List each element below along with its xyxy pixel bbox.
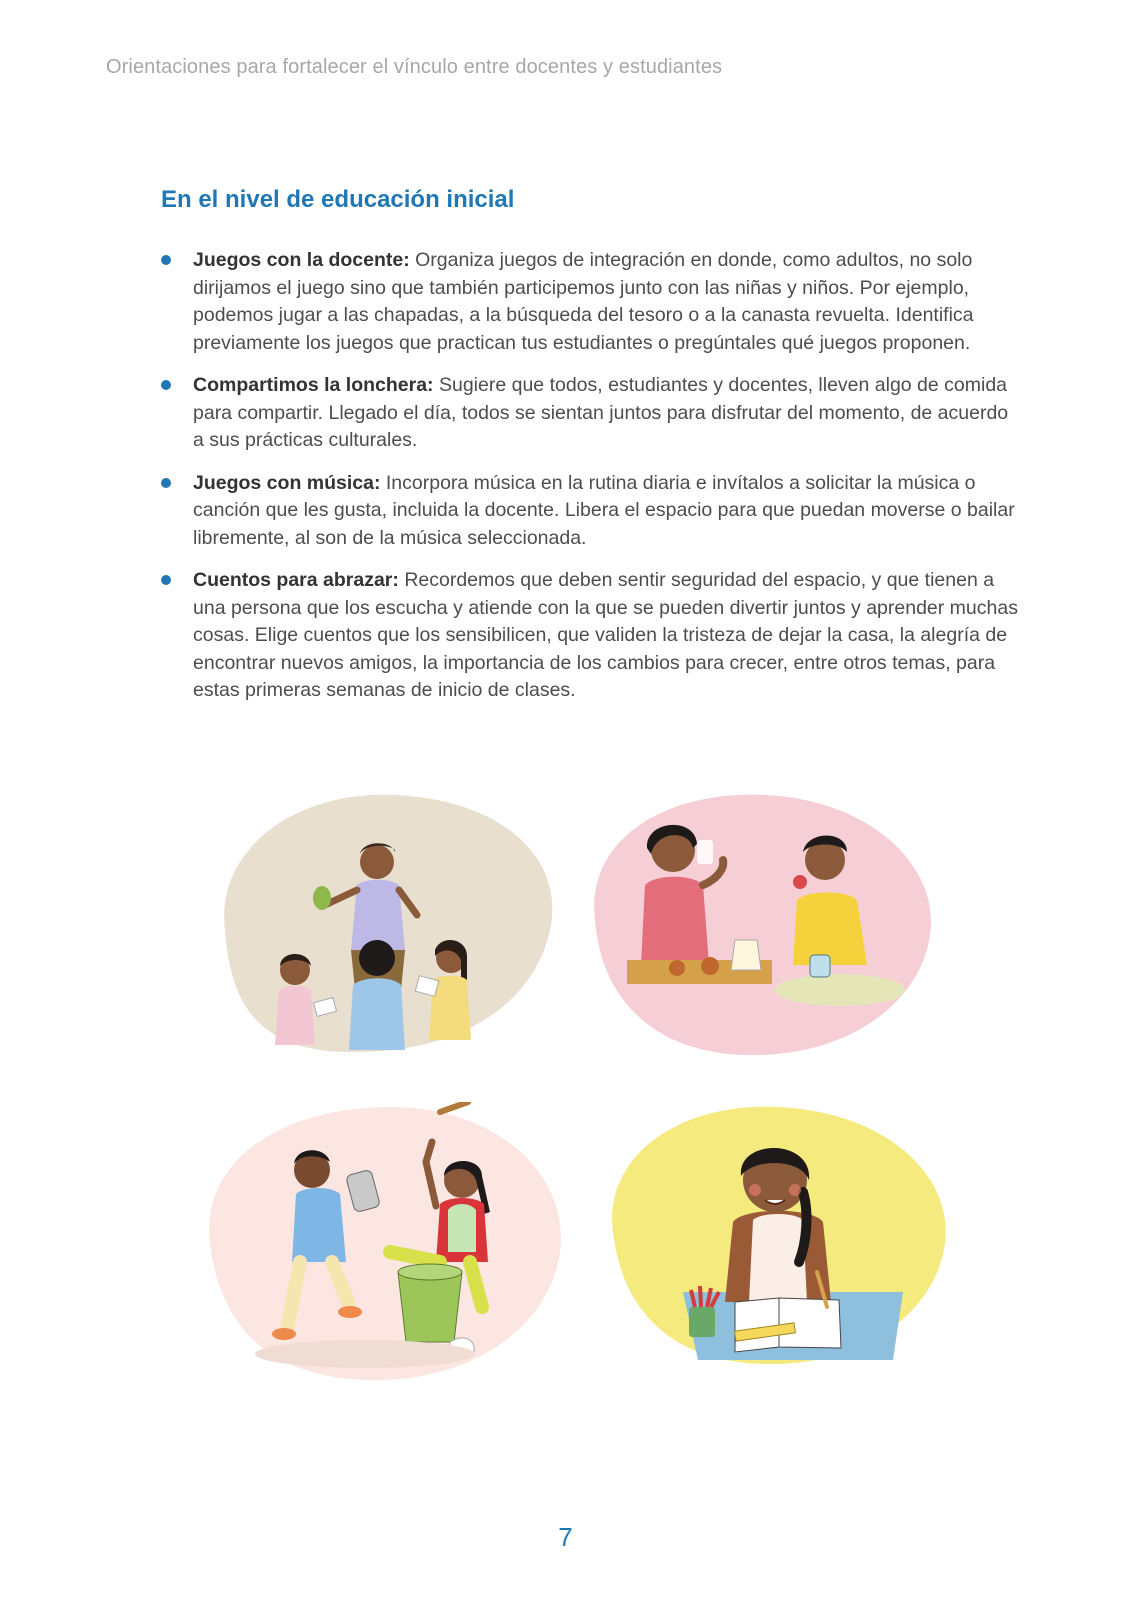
illustration-music-dance	[200, 1102, 575, 1387]
bullet-term: Juegos con música:	[193, 471, 381, 494]
illustration-stories	[603, 1102, 953, 1372]
running-header: Orientaciones para fortalecer el vínculo entre docentes y estudiantes	[106, 56, 723, 78]
section-title: En el nivel de educación inicial	[161, 186, 515, 213]
bullet-text: Organiza juegos de integración en donde, como adultos, no solo dirijamos el juego sino que también participemos junto con las niñas y niños. Por ejemplo, podemos jugar a las chapadas, a la búsqueda del tesoro o a la canasta revuelta. Identifica previamente los juegos que practican tus estudiantes o pregúntales qué juegos proponen.	[193, 249, 974, 354]
bullet-item	[161, 247, 1021, 357]
bullet-text: Sugiere que todos, estudiantes y docentes, lleven algo de comida para compartir. Llegado el día, todos se sientan juntos para disfrutar del momento, de acuerdo a sus prácticas culturales.	[193, 374, 1009, 451]
page-number: 7	[558, 1522, 573, 1552]
bullet-term: Compartimos la lonchera:	[193, 374, 434, 396]
bullet-term: Juegos con la docente:	[193, 249, 410, 271]
bullet-text: Incorpora música en la rutina diaria e invítalos a solicitar la música o canción que les gusta, incluida la docente. Libera el espacio para que puedan moverse o bailar libremente, al son de la música seleccionada.	[193, 471, 1015, 549]
bullet-dot	[161, 255, 171, 265]
bullet-item	[161, 372, 1021, 455]
bullet-item	[161, 470, 1021, 553]
bullet-text: Recordemos que deben sentir seguridad del espacio, y que tienen a una persona que los escucha y atiende con la que se pueden divertir juntos y aprender muchas cosas. Elige cuentos que los sensibilicen, que validen la tristeza de dejar la casa, la alegría de encontrar nuevos amigos, la importancia de los cambios para crecer, entre otros temas, para estas primeras semanas de inicio de clases.	[193, 569, 1018, 701]
bullet-dot	[161, 380, 171, 390]
bullet-list	[161, 247, 1021, 720]
illustration-sharing-lunch	[585, 790, 940, 1060]
illustration-teacher-games	[205, 790, 565, 1060]
bullet-dot	[161, 575, 171, 585]
bullet-dot	[161, 478, 171, 488]
bullet-item	[161, 567, 1021, 705]
bullet-term: Cuentos para abrazar:	[193, 569, 399, 591]
